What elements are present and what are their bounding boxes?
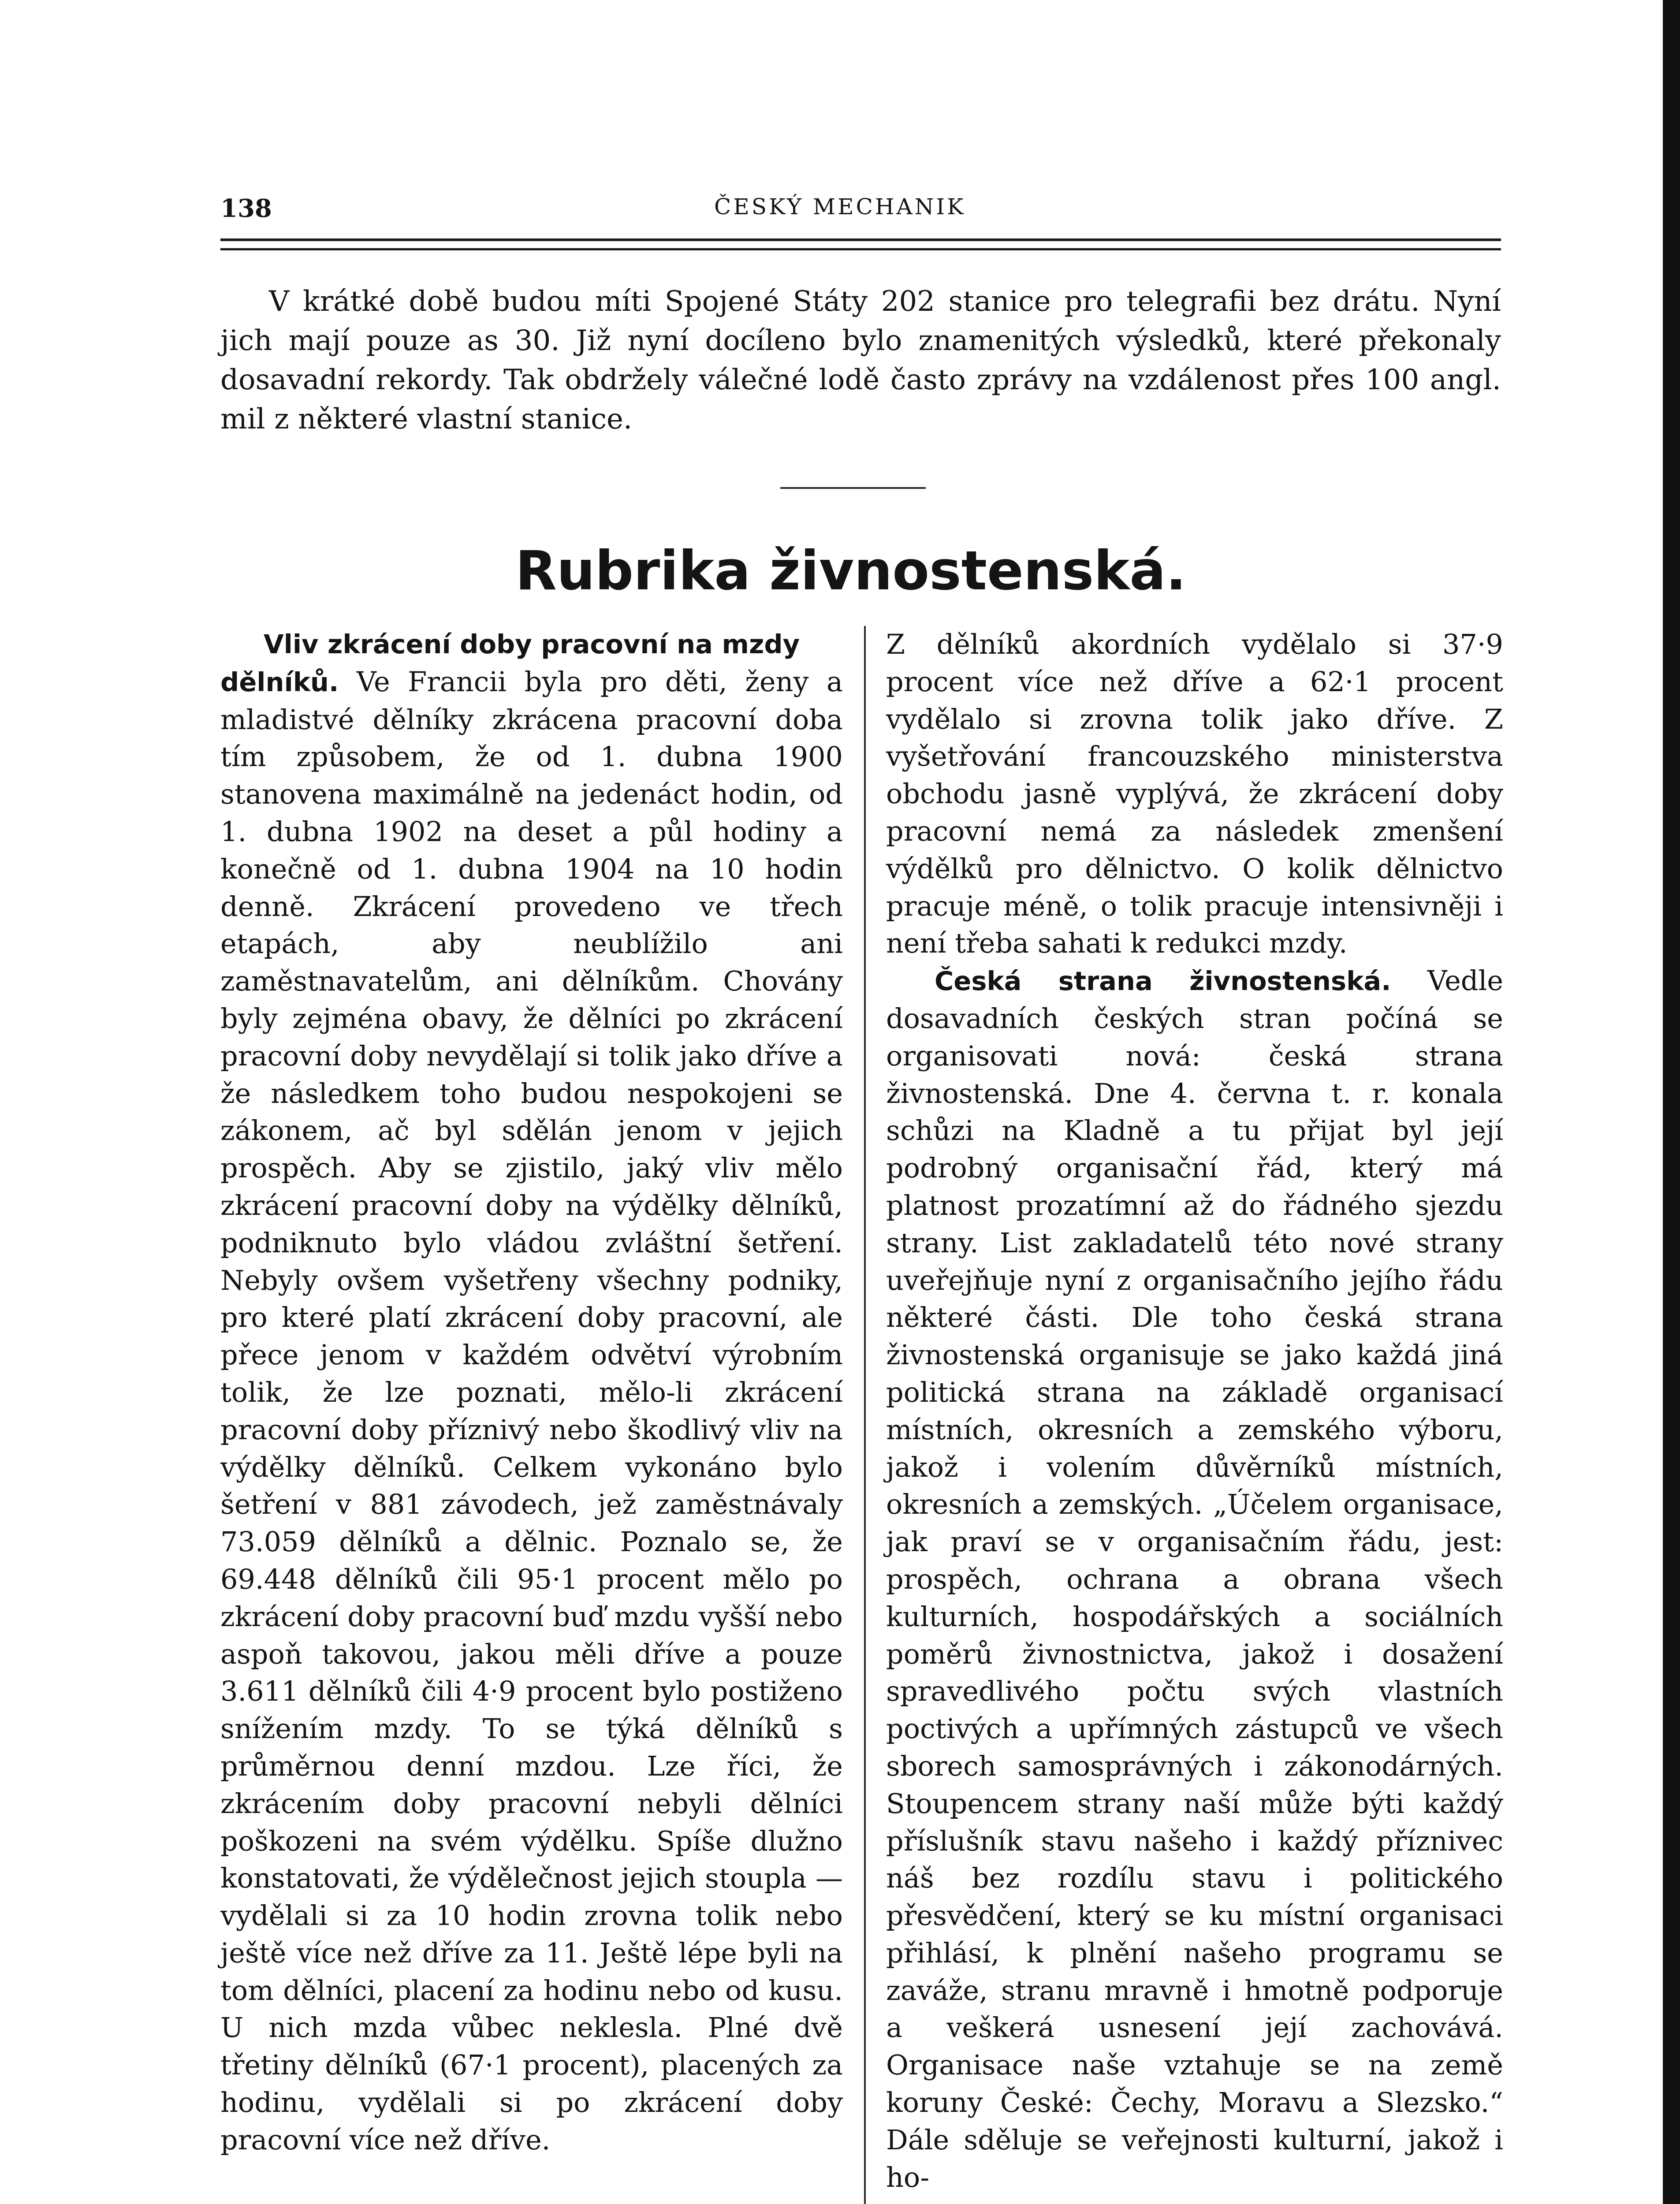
header-rule-thick xyxy=(220,238,1501,241)
article-body: Ve Francii byla pro děti, ženy a mladistvé dělníky zkrácena pracovní doba tím způsobem, že od 1. dubna 1900 stanovena maximálně na jedenáct hodin, od 1. dubna 1902 na deset a půl hodiny a konečně od 1. dubna 1904 na 10 hodin denně. Zkrácení provedeno ve třech etapách, aby neublížilo ani zaměstnavatelům, ani dělníkům. Chovány byly zejména obavy, že dělníci po zkrácení pracovní doby nevydělají si tolik jako dříve a že následkem toho budou nespokojeni se zákonem, ač byl sdělán jenom v jejich prospěch. Aby se zjistilo, jaký vliv mělo zkrácení pracovní doby na výdělky dělníků, podniknuto bylo vládou zvláštní šetření. Nebyly ovšem vyšetřeny všechny podniky, pro které platí zkrácení doby pracovní, ale přece jenom v každém odvětví výrobním tolik, že lze poznati, mělo-li zkrácení pracovní doby příznivý nebo škodlivý vliv na výdělky dělníků. Celkem vykonáno bylo šetření v 881 závodech, jež zaměstnávaly 73.059 dělníků a dělnic. Poznalo se, že 69.448 dělníků čili 95·1 procent mělo po zkrácení doby pracovní buď mzdu vyšší nebo aspoň takovou, jakou měli dříve a pouze 3.611 dělníků čili 4·9 procent bylo postiženo snížením mzdy. To se týká dělníků s průměrnou denní mzdou. Lze říci, že zkrácením doby pracovní nebyli dělníci poškozeni na svém výdělku. Spíše dlužno konstatovati, že výdělečnost jejich stoupla — vydělali si za 10 hodin zrovna tolik nebo ještě více než dříve za 11. Ještě lépe byli na tom dělníci, placení za hodinu nebo od kusu. U nich mzda vůbec neklesla. Plné dvě třetiny dělníků (67·1 procent), placených za hodinu, vydělali si po zkrácení doby pracovní více než dříve. xyxy=(220,665,843,2156)
intro-paragraph: V krátké době budou míti Spojené Státy 202 stanice pro telegrafii bez drátu. Nyní jich mají pouze as 30. Již nyní docíleno bylo znamenitých výsledků, které překonaly dosavadní rekordy. Tak obdržely válečné lodě často zprávy na vzdálenost přes 100 angl. mil z některé vlastní stanice. xyxy=(220,285,1501,436)
article-party xyxy=(886,962,1503,2196)
column-divider xyxy=(864,626,866,2204)
running-title: ČESKÝ MECHANIK xyxy=(714,194,966,220)
article-title-line: Vliv zkrácení doby pracovní na mzdy xyxy=(263,629,800,659)
section-title: Rubrika živnostenská. xyxy=(515,540,1187,602)
left-column xyxy=(220,626,843,2159)
article-body: Vedle dosavadních českých stran počíná se organisovati nová: česká strana živnostenská. Dne 4. června t. r. konala schůzi na Kladně a tu přijat byl její podrobný organisační řád, který má platnost prozatímní až do řádného sjezdu strany. List zakladatelů této nové strany uveřejňuje nyní z organisačního jejího řádu některé části. Dle toho česká strana živnostenská organisuje se jako každá jiná politická strana na základě organisací místních, okresních a zemského výboru, jakož i volením důvěrníků místních, okresních a zemských. „Účelem organisace, jak praví se v organisačním řádu, jest: prospěch, ochrana a obrana všech kulturních, hospodářských a sociálních poměrů živnostnictva, jakož i dosažení spravedlivého počtu svých vlastních poctivých a upřímných zástupců ve všech sborech samosprávných i zákonodárných. Stoupencem strany naší může býti každý příslušník stavu našeho i každý příznivec náš bez rozdílu stavu i politického přesvědčení, který se ku místní organisaci přihlásí, k plnění našeho programu se zaváže, stranu mravně i hmotně podporuje a veškerá usnesení její zachovává. Organisace naše vztahuje se na země koruny České: Čechy, Moravu a Slezsko.“ Dále sděluje se veřejnosti kulturní, jakož i ho- xyxy=(886,964,1503,2193)
article-body-continued: Z dělníků akordních vydělalo si 37·9 procent více než dříve a 62·1 procent vydělalo si zrovna tolik jako dříve. Z vyšetřování francouzského ministerstva obchodu jasně vyplývá, že zkrácení doby pracovní nemá za následek zmenšení výdělků pro dělnictvo. O kolik dělnictvo pracuje méně, o tolik pracuje intensivněji i není třeba sahati k redukci mzdy. xyxy=(886,628,1503,960)
header-rule-thin xyxy=(220,248,1501,250)
article-wages xyxy=(220,626,843,2159)
right-column xyxy=(886,626,1503,2196)
page-number: 138 xyxy=(220,194,272,223)
article-title: Česká strana živnostenská. xyxy=(935,966,1391,997)
scan-frame-edge xyxy=(1663,0,1680,2204)
article-title-end: dělníků. xyxy=(220,666,339,697)
section-separator xyxy=(780,487,926,489)
